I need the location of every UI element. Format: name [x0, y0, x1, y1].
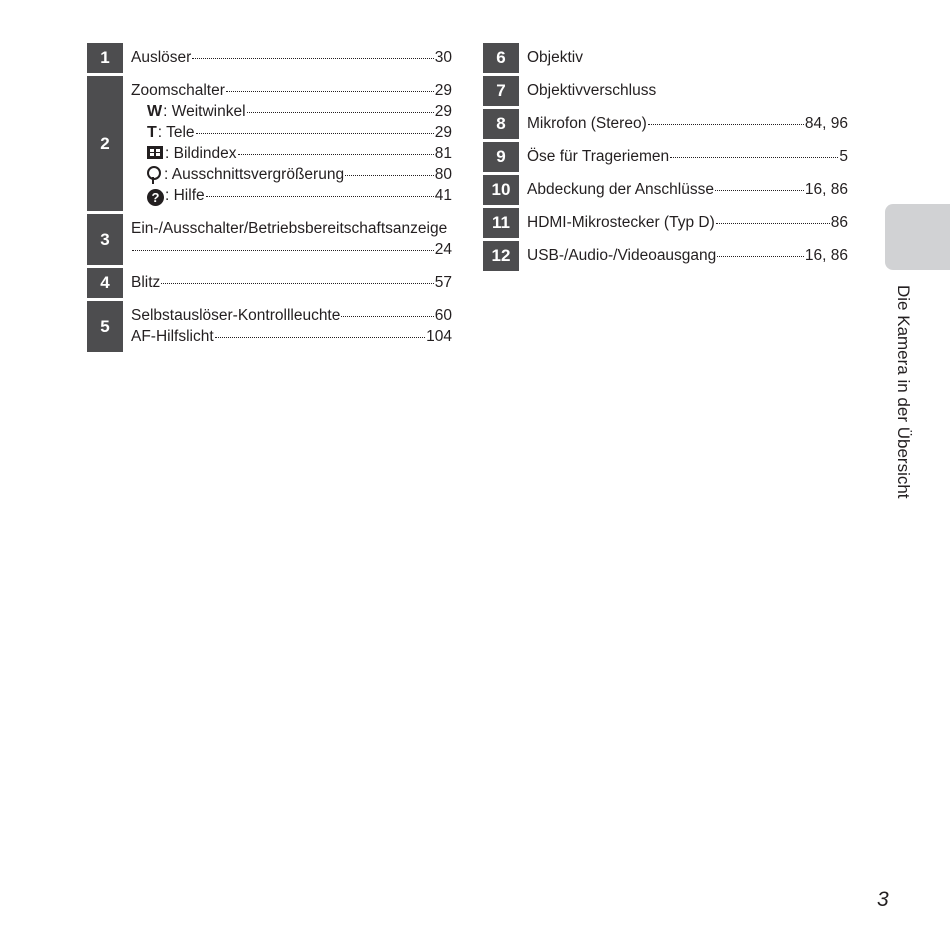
entry-page[interactable]: 30 — [434, 49, 452, 66]
item-number-badge: 3 — [87, 214, 123, 265]
list-item — [87, 214, 452, 265]
index-entry — [131, 80, 452, 101]
index-entry — [527, 245, 848, 266]
left-parts-list — [87, 43, 452, 355]
item-number-badge: 5 — [87, 301, 123, 352]
list-item — [483, 175, 848, 205]
item-number-badge: 4 — [87, 268, 123, 298]
entry-label: : Bildindex — [165, 145, 237, 162]
right-parts-list — [483, 43, 848, 274]
entry-label: : Ausschnittsvergrößerung — [164, 166, 345, 183]
magnifier-icon — [147, 166, 161, 180]
index-entry — [131, 305, 452, 326]
entry-page[interactable]: 104 — [426, 328, 452, 345]
dot-leader — [196, 133, 434, 134]
index-entry — [131, 239, 452, 260]
entry-label: Abdeckung der Anschlüsse — [527, 181, 714, 198]
item-number-badge: 1 — [87, 43, 123, 73]
index-entry — [131, 326, 452, 347]
index-entry — [527, 80, 848, 101]
entry-label: USB-/Audio-/Videoausgang — [527, 247, 717, 264]
entry-page[interactable]: 57 — [434, 274, 452, 291]
item-number-badge: 11 — [483, 208, 519, 238]
page-number: 3 — [877, 888, 889, 911]
index-entry — [131, 47, 452, 68]
index-entry — [131, 185, 452, 206]
dot-leader — [161, 283, 433, 284]
index-entry — [131, 122, 452, 143]
dot-leader — [717, 256, 804, 257]
index-entry — [527, 212, 848, 233]
entry-label: AF-Hilfslicht — [131, 328, 214, 345]
index-entry — [131, 101, 452, 122]
section-tab — [885, 204, 950, 270]
list-item — [483, 208, 848, 238]
entry-page[interactable]: 86 — [830, 214, 848, 231]
dot-leader — [341, 316, 433, 317]
item-number-badge: 7 — [483, 76, 519, 106]
entry-label: Selbstauslöser-Kontrollleuchte — [131, 307, 341, 324]
entry-page[interactable]: 16, 86 — [804, 247, 848, 264]
index-entry — [131, 164, 452, 185]
entry-page[interactable]: 29 — [434, 82, 452, 99]
entry-label: HDMI-Mikrostecker (Typ D) — [527, 214, 715, 231]
entry-label: : Tele — [157, 124, 195, 141]
dot-leader — [670, 157, 838, 158]
entry-label: Mikrofon (Stereo) — [527, 115, 647, 132]
entry-page[interactable]: 29 — [434, 124, 452, 141]
dot-leader — [247, 112, 434, 113]
dot-leader — [206, 196, 434, 197]
entry-label: Ein-/Ausschalter/Betriebsbereitschaftsanzeige — [131, 220, 448, 237]
entry-label: Objektiv — [527, 49, 583, 66]
dot-leader — [226, 91, 434, 92]
dot-leader — [238, 154, 434, 155]
item-number-badge: 10 — [483, 175, 519, 205]
entry-page[interactable]: 16, 86 — [804, 181, 848, 198]
entry-page[interactable]: 41 — [434, 187, 452, 204]
list-item — [87, 76, 452, 211]
entry-label: Öse für Trageriemen — [527, 148, 670, 165]
entry-label: Blitz — [131, 274, 161, 291]
index-entry — [131, 272, 452, 293]
list-item — [483, 109, 848, 139]
telephoto-symbol: T — [147, 124, 157, 141]
entry-label: Objektivverschluss — [527, 82, 657, 99]
index-entry — [527, 179, 848, 200]
dot-leader — [132, 250, 434, 251]
list-item — [87, 301, 452, 352]
item-number-badge: 6 — [483, 43, 519, 73]
dot-leader — [716, 223, 830, 224]
thumbnail-index-icon — [147, 146, 163, 159]
dot-leader — [192, 58, 433, 59]
list-item — [483, 142, 848, 172]
list-item — [87, 43, 452, 73]
entry-page[interactable]: 29 — [434, 103, 452, 120]
item-number-badge: 8 — [483, 109, 519, 139]
entry-page[interactable]: 24 — [434, 241, 452, 258]
list-item — [483, 76, 848, 106]
list-item — [483, 241, 848, 271]
section-label: Die Kamera in der Übersicht — [894, 285, 913, 499]
index-entry — [527, 146, 848, 167]
entry-page[interactable]: 80 — [434, 166, 452, 183]
entry-page[interactable]: 60 — [434, 307, 452, 324]
entry-label: : Hilfe — [165, 187, 205, 204]
list-item — [483, 43, 848, 73]
entry-label: : Weitwinkel — [163, 103, 246, 120]
item-number-badge: 12 — [483, 241, 519, 271]
index-entry — [527, 47, 848, 68]
entry-page[interactable]: 81 — [434, 145, 452, 162]
item-number-badge: 9 — [483, 142, 519, 172]
entry-label: Auslöser — [131, 49, 192, 66]
dot-leader — [648, 124, 804, 125]
entry-page[interactable]: 5 — [839, 148, 848, 165]
wide-angle-symbol: W — [147, 103, 163, 120]
index-entry — [131, 218, 452, 239]
dot-leader — [345, 175, 434, 176]
index-entry — [131, 143, 452, 164]
entry-label: Zoomschalter — [131, 82, 225, 99]
help-icon: ? — [147, 189, 164, 206]
list-item — [87, 268, 452, 298]
dot-leader — [215, 337, 425, 338]
index-entry — [527, 113, 848, 134]
dot-leader — [715, 190, 804, 191]
item-number-badge: 2 — [87, 76, 123, 211]
entry-page[interactable]: 84, 96 — [804, 115, 848, 132]
